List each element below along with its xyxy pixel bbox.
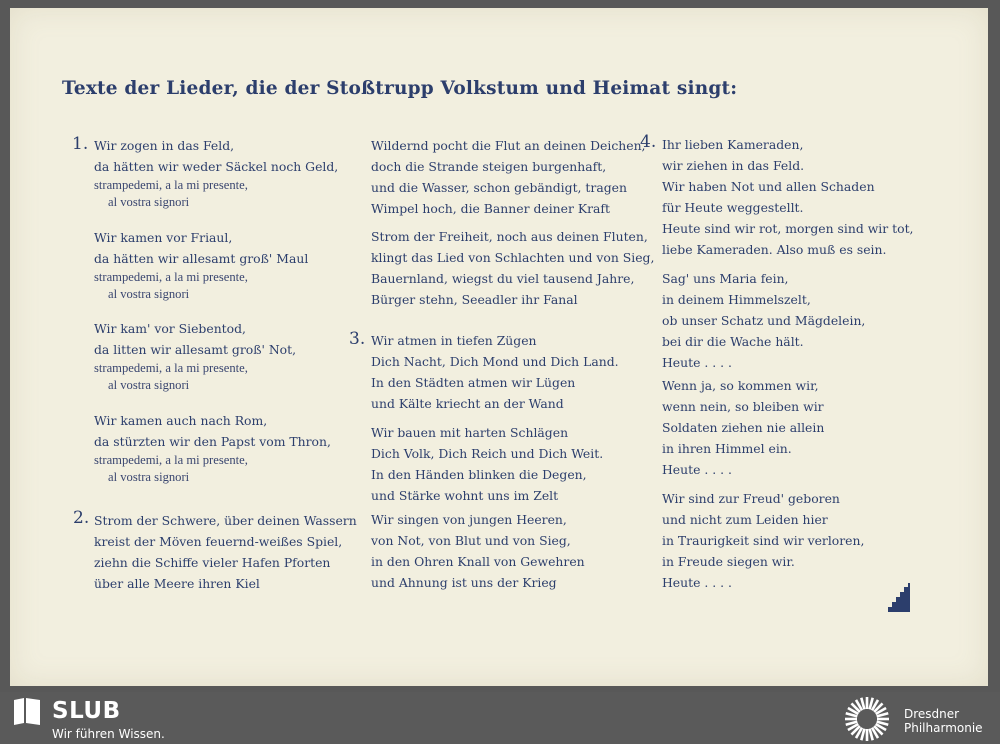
lyric-line: strampedemi, a la mi presente, [94, 178, 248, 192]
lyric-line: In den Städten atmen wir Lügen [371, 375, 576, 390]
partner-line: Philharmonie [904, 721, 983, 735]
lyric-line: Bauernland, wiegst du viel tausend Jahre, [371, 271, 635, 286]
lyric-line: In den Händen blinken die Degen, [371, 467, 587, 482]
lyric-line: da litten wir allesamt groß' Not, [94, 342, 297, 357]
lyric-line: und Ahnung ist uns der Krieg [371, 575, 557, 590]
lyric-line: und nicht zum Leiden hier [662, 512, 828, 527]
lyric-line: al vostra signori [108, 470, 190, 484]
song1-stanza [94, 227, 308, 303]
sunburst-logo-icon[interactable] [842, 694, 892, 744]
partner-line: Dresdner [904, 707, 960, 721]
song3-stanza [371, 509, 585, 593]
lyric-line: Dich Nacht, Dich Mond und Dich Land. [371, 354, 619, 369]
lyric-line: Wir atmen in tiefen Zügen [371, 333, 537, 348]
song-number: 1. [72, 134, 89, 154]
lyric-line: über alle Meere ihren Kiel [94, 576, 260, 591]
lyric-line: strampedemi, a la mi presente, [94, 361, 248, 375]
lyric-line: ob unser Schatz und Mägdelein, [662, 313, 866, 328]
song3-stanza [371, 422, 603, 506]
lyric-line: Wir singen von jungen Heeren, [371, 512, 567, 527]
lyric-line: Heute . . . . [662, 575, 732, 590]
lyric-line: strampedemi, a la mi presente, [94, 453, 248, 467]
lyric-line: kreist der Möven feuernd-weißes Spiel, [94, 534, 343, 549]
lyric-line: in den Ohren Knall von Gewehren [371, 554, 585, 569]
lyric-line: al vostra signori [108, 195, 190, 209]
song1-stanza [94, 318, 296, 394]
lyric-line: Wildernd pocht die Flut an deinen Deichen, [371, 138, 646, 153]
lyric-line: Wimpel hoch, die Banner deiner Kraft [371, 201, 610, 216]
lyric-line: in ihren Himmel ein. [662, 441, 792, 456]
song1-stanza [94, 135, 338, 211]
song-number: 4. [640, 132, 657, 152]
song-number: 2. [73, 508, 90, 528]
lyric-line: und Stärke wohnt uns im Zelt [371, 488, 559, 503]
slub-tagline: Wir führen Wissen. [52, 727, 165, 741]
lyric-line: von Not, von Blut und von Sieg, [371, 533, 571, 548]
lyric-line: Wir bauen mit harten Schlägen [371, 425, 569, 440]
lyric-line: Wir kamen auch nach Rom, [94, 413, 268, 428]
song1-stanza [94, 410, 331, 486]
song2-stanza [94, 510, 357, 594]
lyric-line: liebe Kameraden. Also muß es sein. [662, 242, 887, 257]
lyric-line: Wir kamen vor Friaul, [94, 230, 233, 245]
lyric-line: Bürger stehn, Seeadler ihr Fanal [371, 292, 578, 307]
song3-stanza [371, 330, 619, 414]
song4-stanza [662, 134, 914, 260]
lyric-line: Sag' uns Maria fein, [662, 271, 789, 286]
song4-stanza [662, 375, 824, 480]
lyric-line: Strom der Schwere, über deinen Wassern [94, 513, 357, 528]
lyric-line: ziehn die Schiffe vieler Hafen Pforten [94, 555, 331, 570]
lyric-line: Heute sind wir rot, morgen sind wir tot, [662, 221, 914, 236]
stairs-mark-icon [878, 580, 910, 612]
lyric-line: Wir haben Not und allen Schaden [662, 179, 875, 194]
page-title: Texte der Lieder, die der Stoßtrupp Volkstum und Heimat singt: [62, 78, 738, 99]
lyric-line: bei dir die Wache hält. [662, 334, 804, 349]
lyric-line: für Heute weggestellt. [662, 200, 804, 215]
lyric-line: Wenn ja, so kommen wir, [662, 378, 819, 393]
lyric-line: Wir kam' vor Siebentod, [94, 321, 246, 336]
lyric-line: da hätten wir weder Säckel noch Geld, [94, 159, 339, 174]
lyric-line: Ihr lieben Kameraden, [662, 137, 804, 152]
lyric-line: strampedemi, a la mi presente, [94, 270, 248, 284]
lyric-line: in Traurigkeit sind wir verloren, [662, 533, 865, 548]
lyric-line: al vostra signori [108, 378, 190, 392]
lyric-line: Soldaten ziehen nie allein [662, 420, 825, 435]
song4-stanza [662, 268, 865, 373]
lyric-line: in deinem Himmelszelt, [662, 292, 811, 307]
lyric-line: Wir zogen in das Feld, [94, 138, 235, 153]
lyric-line: al vostra signori [108, 287, 190, 301]
lyric-line: da hätten wir allesamt groß' Maul [94, 251, 309, 266]
lyric-line: wenn nein, so bleiben wir [662, 399, 824, 414]
lyric-line: und Kälte kriecht an der Wand [371, 396, 564, 411]
slub-logo-text[interactable]: SLUB [52, 698, 121, 724]
lyric-line: da stürzten wir den Papst vom Thron, [94, 434, 331, 449]
song2-stanza [371, 135, 646, 219]
song4-stanza [662, 488, 864, 593]
lyric-line: klingt das Lied von Schlachten und von Sieg, [371, 250, 655, 265]
lyric-line: doch die Strande steigen burgenhaft, [371, 159, 607, 174]
song-number: 3. [349, 329, 366, 349]
song2-stanza [371, 226, 654, 310]
book-icon [12, 696, 42, 726]
lyric-line: Strom der Freiheit, noch aus deinen Fluten, [371, 229, 648, 244]
lyric-line: Heute . . . . [662, 462, 732, 477]
lyric-line: und die Wasser, schon gebändigt, tragen [371, 180, 627, 195]
partner-name[interactable] [904, 707, 994, 735]
lyric-line: wir ziehen in das Feld. [662, 158, 805, 173]
lyric-line: in Freude siegen wir. [662, 554, 795, 569]
lyric-line: Dich Volk, Dich Reich und Dich Weit. [371, 446, 604, 461]
lyric-line: Heute . . . . [662, 355, 732, 370]
lyric-line: Wir sind zur Freud' geboren [662, 491, 840, 506]
